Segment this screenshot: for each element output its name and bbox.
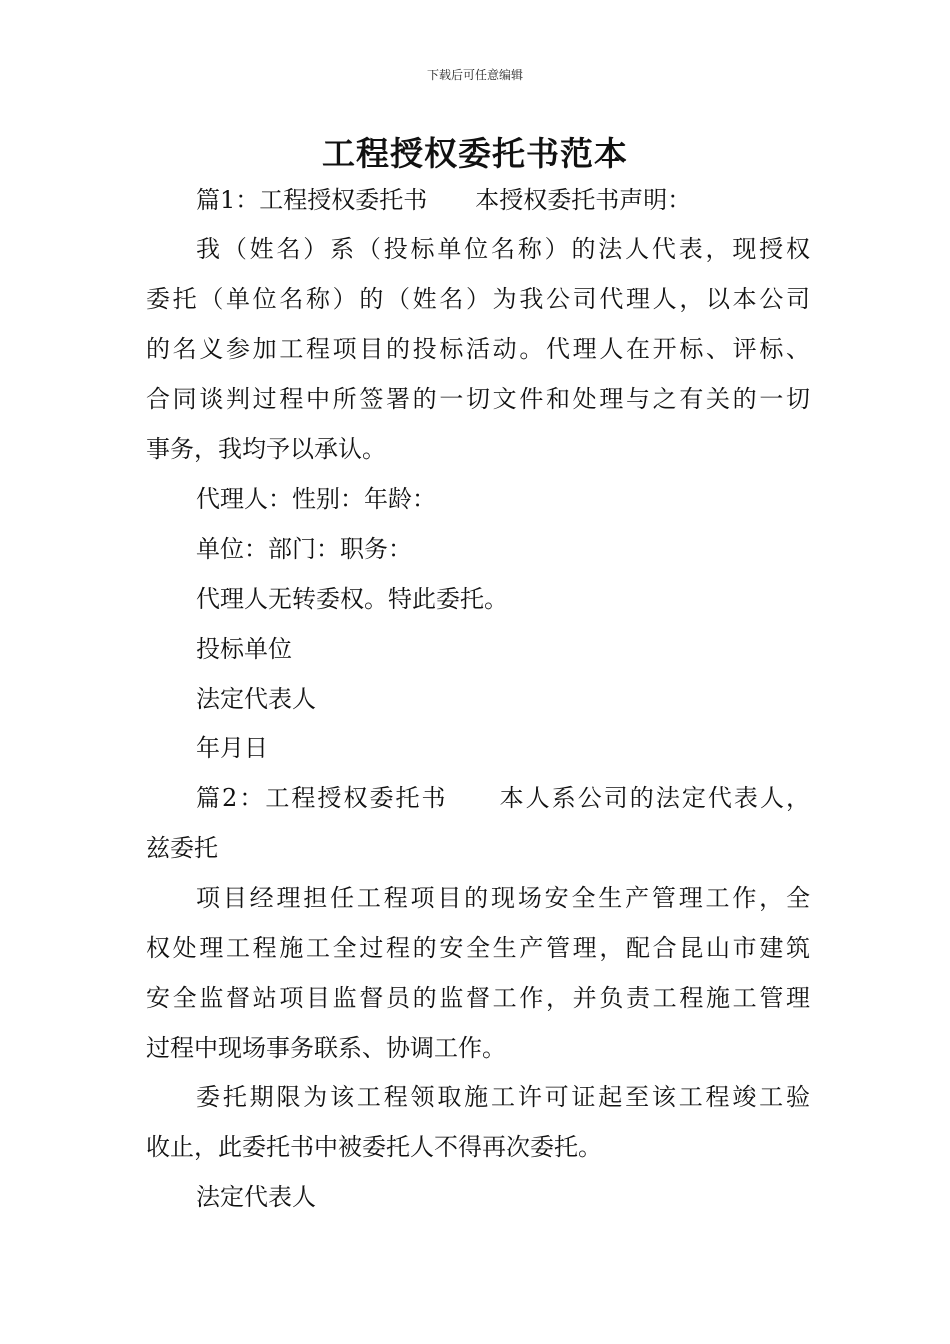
paragraph-line: 事务，我均予以承认。 [146, 435, 386, 463]
paragraph-line: 权处理工程施工全过程的安全生产管理，配合昆山市建筑 [146, 934, 810, 962]
date-line: 年月日 [196, 734, 268, 762]
header-note: 下载后可任意编辑 [426, 68, 523, 82]
legal-representative-line: 法定代表人 [196, 685, 316, 713]
paragraph-line: 安全监督站项目监督员的监督工作，并负责工程施工管理 [146, 984, 810, 1012]
no-delegation-line: 代理人无转委权。特此委托。 [196, 585, 508, 613]
paragraph-line: 合同谈判过程中所签署的一切文件和处理与之有关的一切 [146, 385, 810, 413]
section-2-heading: 篇2：工程授权委托书 本人系公司的法定代表人， [196, 784, 810, 812]
unit-info-line: 单位：部门：职务： [196, 535, 412, 563]
agent-info-line: 代理人：性别：年龄： [196, 485, 436, 513]
paragraph-line: 过程中现场事务联系、协调工作。 [146, 1034, 506, 1062]
bidding-unit-line: 投标单位 [196, 635, 292, 663]
paragraph-line: 收止，此委托书中被委托人不得再次委托。 [146, 1133, 602, 1161]
paragraph-line: 委托（单位名称）的（姓名）为我公司代理人，以本公司 [146, 285, 810, 313]
section-1-heading: 篇1：工程授权委托书 本授权委托书声明： [196, 186, 692, 214]
paragraph-line: 的名义参加工程项目的投标活动。代理人在开标、评标、 [146, 335, 810, 363]
paragraph-line: 委托期限为该工程领取施工许可证起至该工程竣工验 [196, 1083, 810, 1111]
paragraph-line: 兹委托 [146, 834, 218, 862]
paragraph-line: 我（姓名）系（投标单位名称）的法人代表，现授权 [196, 235, 810, 263]
document-title: 工程授权委托书范本 [322, 134, 628, 173]
paragraph-line: 项目经理担任工程项目的现场安全生产管理工作，全 [196, 884, 810, 912]
legal-representative-line: 法定代表人 [196, 1183, 316, 1211]
